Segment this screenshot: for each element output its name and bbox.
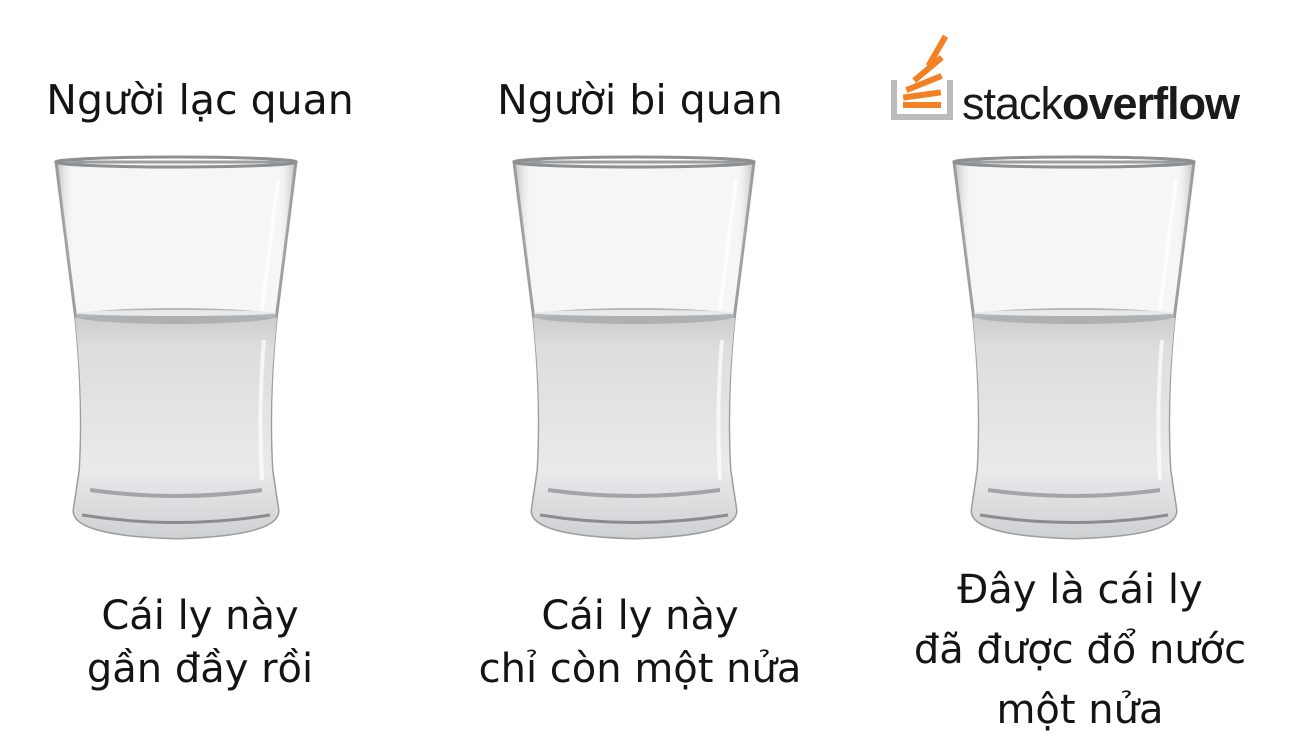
panel-stackoverflow bbox=[870, 0, 1290, 738]
logo-word-bold: overflow bbox=[1062, 78, 1240, 129]
glass-icon bbox=[46, 150, 306, 550]
caption-line: đã được đổ nước bbox=[913, 627, 1247, 673]
caption-line: một nửa bbox=[996, 687, 1164, 733]
panel-caption bbox=[440, 590, 840, 696]
panel-caption bbox=[0, 590, 400, 696]
caption-line: Cái ly này bbox=[101, 593, 299, 639]
caption-line: Cái ly này bbox=[541, 593, 739, 639]
caption-line: gần đầy rồi bbox=[86, 646, 314, 692]
glass-icon bbox=[944, 150, 1204, 550]
panel-title: Người bi quan bbox=[497, 76, 783, 124]
panel-pessimist bbox=[440, 0, 840, 738]
logo-wordmark bbox=[962, 78, 1239, 130]
panel-title: Người lạc quan bbox=[46, 76, 354, 124]
caption-line: Đây là cái ly bbox=[957, 567, 1203, 613]
stackoverflow-logo-icon bbox=[888, 18, 958, 123]
logo-word-light: stack bbox=[962, 78, 1063, 129]
caption-line: chỉ còn một nửa bbox=[478, 646, 802, 692]
panel-caption bbox=[870, 560, 1290, 740]
stackoverflow-logo bbox=[888, 18, 1288, 130]
glass-icon bbox=[504, 150, 764, 550]
panel-optimist bbox=[0, 0, 400, 738]
